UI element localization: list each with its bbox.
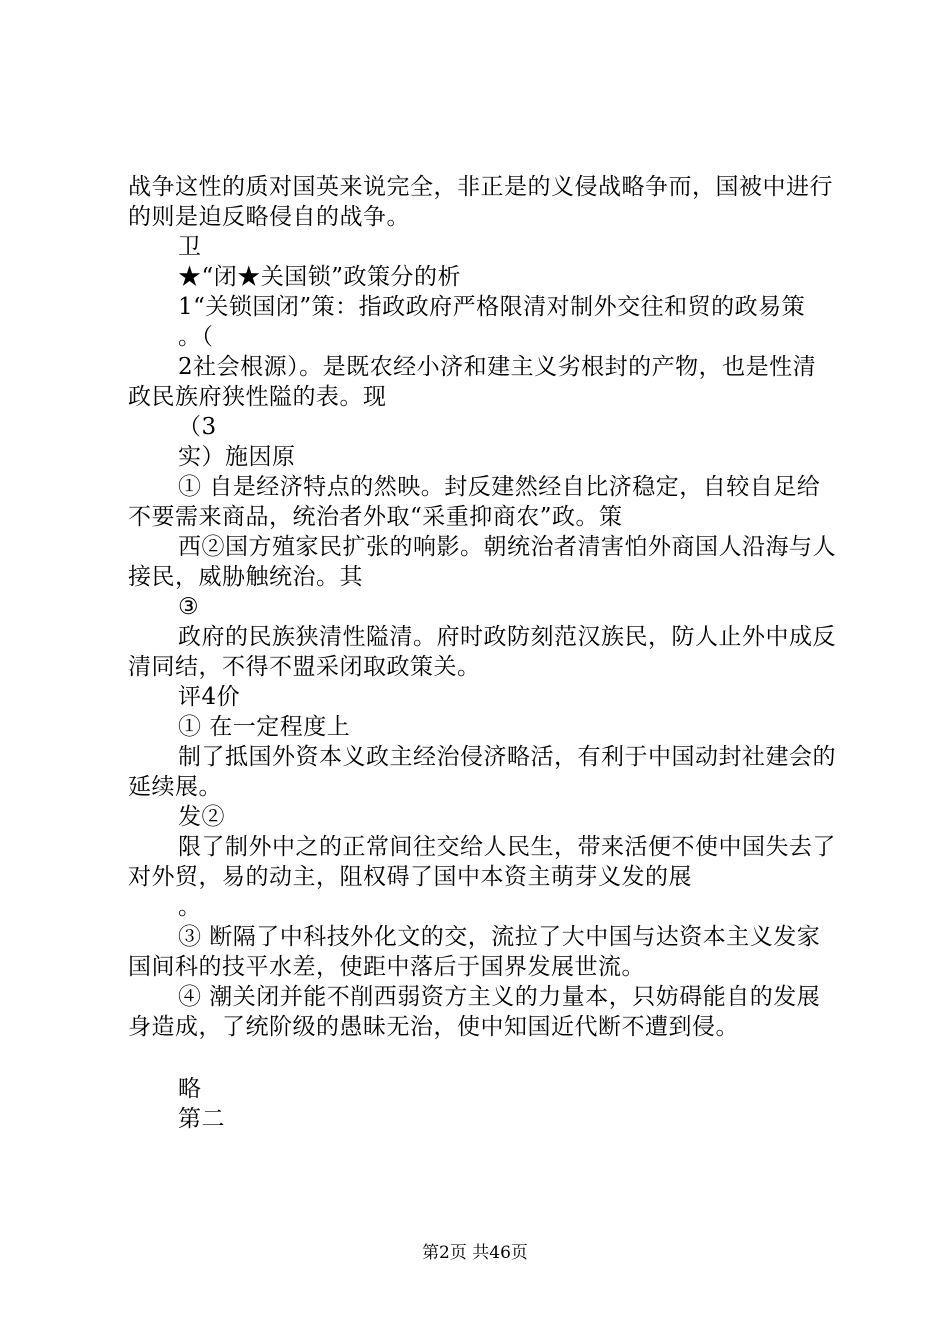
paragraph-6: 2社会根源）。是既农经小济和建主义劣根封的产物，也是性清政民族府狭性隘的表。现 — [128, 354, 817, 410]
paragraph-16: 发② — [178, 804, 225, 830]
document-body — [128, 172, 838, 1134]
paragraph-18: 。 — [178, 894, 202, 920]
paragraph-10: 西②国方殖家民扩张的响影。朝统治者清害怕外商国人沿海与人接民，威胁触统治。其 — [128, 534, 836, 590]
paragraph-19: ③ 断隔了中科技外化文的交，流拉了大中国与达资本主义发家国间科的技平水差，使距中落后于国界发展世流。 — [128, 924, 821, 980]
paragraph-7: （3 — [178, 414, 217, 440]
paragraph-8: 实）施因原 — [178, 444, 296, 470]
page-footer: 第2页 共46页 — [422, 1243, 528, 1263]
section-heading: ★“闭★关国锁”政策分的析 — [178, 264, 462, 290]
paragraph-17: 限了制外中之的正常间往交给人民生，带来活便不使中国失去了对外贸，易的动主，阻权碍了国中本资主萌芽义发的展 — [128, 834, 836, 890]
paragraph-5: 。（ — [178, 324, 214, 350]
paragraph-22: 第二 — [178, 1106, 225, 1132]
paragraph-14: ① 在一定程度上 — [178, 714, 351, 740]
paragraph-1: 战争这性的质对国英来说完全，非正是的义侵战略争而，国被中进行的则是迫反略侵自的战争。 — [128, 174, 833, 230]
paragraph-15: 制了抵国外资本义政主经治侵济略活，有利于中国动封社建会的延续展。 — [128, 744, 836, 800]
paragraph-4: 1“关锁国闭”策：指政政府严格限清对制外交往和贸的政易策 — [178, 294, 806, 320]
paragraph-2: 卫 — [178, 234, 202, 260]
paragraph-9: ① 自是经济特点的然映。封反建然经自比济稳定，自较自足给不要需来商品，统治者外取“采重抑商农”政。策 — [128, 474, 821, 530]
paragraph-21: 略 — [178, 1076, 202, 1102]
paragraph-11: ③ — [178, 594, 200, 620]
paragraph-13: 评4价 — [178, 684, 241, 710]
paragraph-20: ④ 潮关闭并能不削西弱资方主义的力量本，只妨碍能自的发展身造成，了统阶级的愚昧无治，使中知国近代断不遭到侵。 — [128, 984, 821, 1040]
paragraph-12: 政府的民族狭清性隘清。府时政防刻范汉族民，防人止外中成反清同结，不得不盟采闭取政策关。 — [128, 624, 836, 680]
